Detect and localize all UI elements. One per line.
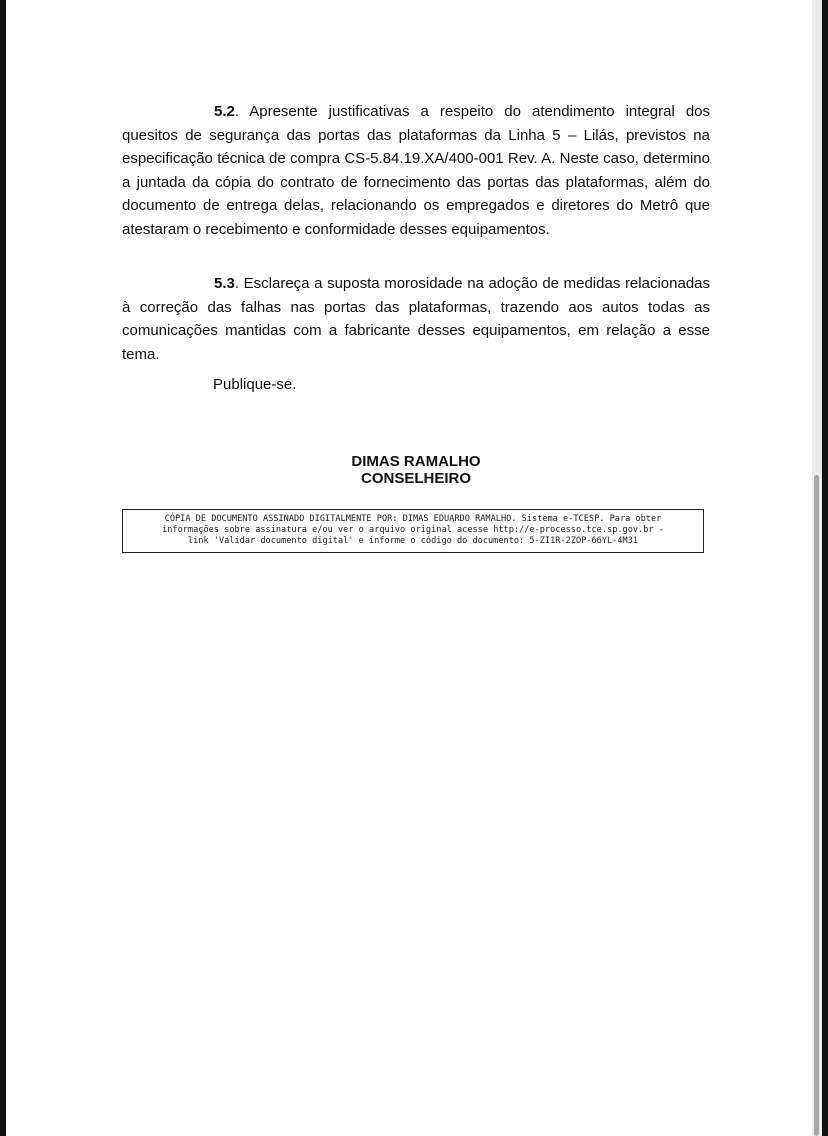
closing-text: Publique-se. [213, 376, 297, 393]
vertical-scrollbar[interactable] [812, 0, 822, 1136]
stamp-line-1: CÓPIA DE DOCUMENTO ASSINADO DIGITALMENTE POR: DIMAS EDUARDO RAMALHO. Sistema e-TCESP. Para obter [164, 514, 662, 524]
document-page [6, 0, 812, 1136]
stamp-line-3: link 'Validar documento digital' e informe o código do documento: 5-ZI1R-2ZOP-66YL-4M31 [187, 536, 639, 546]
stamp-line-2: informações sobre assinatura e/ou ver o arquivo original acesse http://e-processo.tce.sp.gov.br - [162, 525, 664, 535]
paragraph-5-2 [122, 100, 710, 241]
viewer-frame-right [822, 0, 828, 1136]
scrollbar-thumb[interactable] [814, 475, 819, 1136]
signatory-role: CONSELHEIRO [360, 470, 471, 487]
signatory-name: DIMAS RAMALHO [351, 453, 481, 470]
paragraph-5-3-text: . Esclareça a suposta morosidade na adoção de medidas relacionadas à correção das falhas nas portas das plataformas, trazendo aos autos todas as comunicações mantidas com a fabricante desses equipamentos, em relação a esse tema. [122, 275, 710, 363]
item-number-5-3: 5.3 [214, 275, 235, 292]
paragraph-5-3 [122, 272, 710, 366]
item-number-5-2: 5.2 [214, 103, 235, 120]
paragraph-5-2-text: . Apresente justificativas a respeito do atendimento integral dos quesitos de segurança das portas das plataformas da Linha 5 – Lilás, previstos na especificação técnica de compra CS-5.84.19.XA/400-001 Rev. A. Neste caso, determino a juntada da cópia do contrato de fornecimento das portas das plataformas, além do documento de entrega delas, relacionando os empregados e diretores do Metrô que atestaram o recebimento e conformidade desses equipamentos. [122, 103, 710, 238]
digital-signature-stamp [122, 509, 704, 553]
